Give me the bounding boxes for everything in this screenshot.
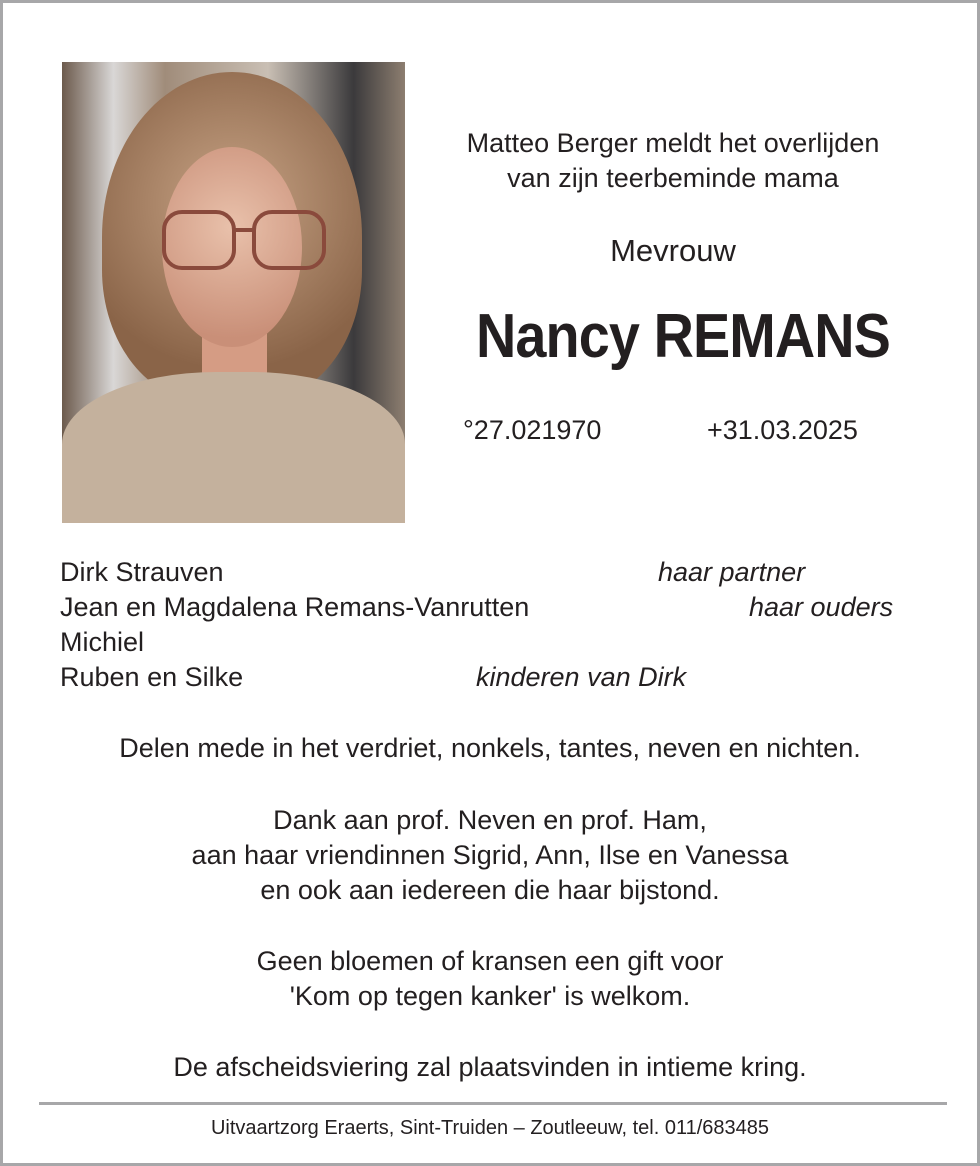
- intro-line: Matteo Berger meldt het overlijden: [466, 128, 880, 158]
- thanks-line: aan haar vriendinnen Sigrid, Ann, Ilse en Vanessa: [191, 840, 789, 870]
- family-name: Jean en Magdalena Remans-Vanrutten: [60, 592, 530, 622]
- deceased-name: Nancy REMANS: [476, 302, 890, 371]
- birth-date: °27.021970: [463, 415, 602, 445]
- title: Mevrouw: [610, 233, 736, 268]
- family-name: Ruben en Silke: [60, 662, 244, 692]
- thanks-text: [3, 803, 977, 908]
- divider: [39, 1102, 947, 1105]
- flowers-line: Geen bloemen of kransen een gift voor: [256, 946, 724, 976]
- funeral-home-footer: Uitvaartzorg Eraerts, Sint-Truiden – Zoutleeuw, tel. 011/683485: [210, 1117, 770, 1139]
- death-date: +31.03.2025: [707, 415, 858, 445]
- family-relation: kinderen van Dirk: [476, 662, 687, 692]
- ceremony-text: De afscheidsviering zal plaatsvinden in intieme kring.: [173, 1052, 807, 1082]
- thanks-line: en ook aan iedereen die haar bijstond.: [260, 875, 720, 905]
- family-name: Michiel: [60, 627, 145, 657]
- family-relation: haar partner: [658, 557, 806, 587]
- family-relation: haar ouders: [749, 592, 894, 622]
- intro-text: [423, 126, 923, 196]
- portrait-photo: [62, 62, 405, 523]
- share-text: Delen mede in het verdriet, nonkels, tantes, neven en nichten.: [119, 733, 861, 763]
- family-name: Dirk Strauven: [60, 557, 224, 587]
- flowers-line: 'Kom op tegen kanker' is welkom.: [289, 981, 691, 1011]
- flowers-text: [3, 944, 977, 1014]
- thanks-line: Dank aan prof. Neven en prof. Ham,: [273, 805, 707, 835]
- intro-line: van zijn teerbeminde mama: [507, 163, 839, 193]
